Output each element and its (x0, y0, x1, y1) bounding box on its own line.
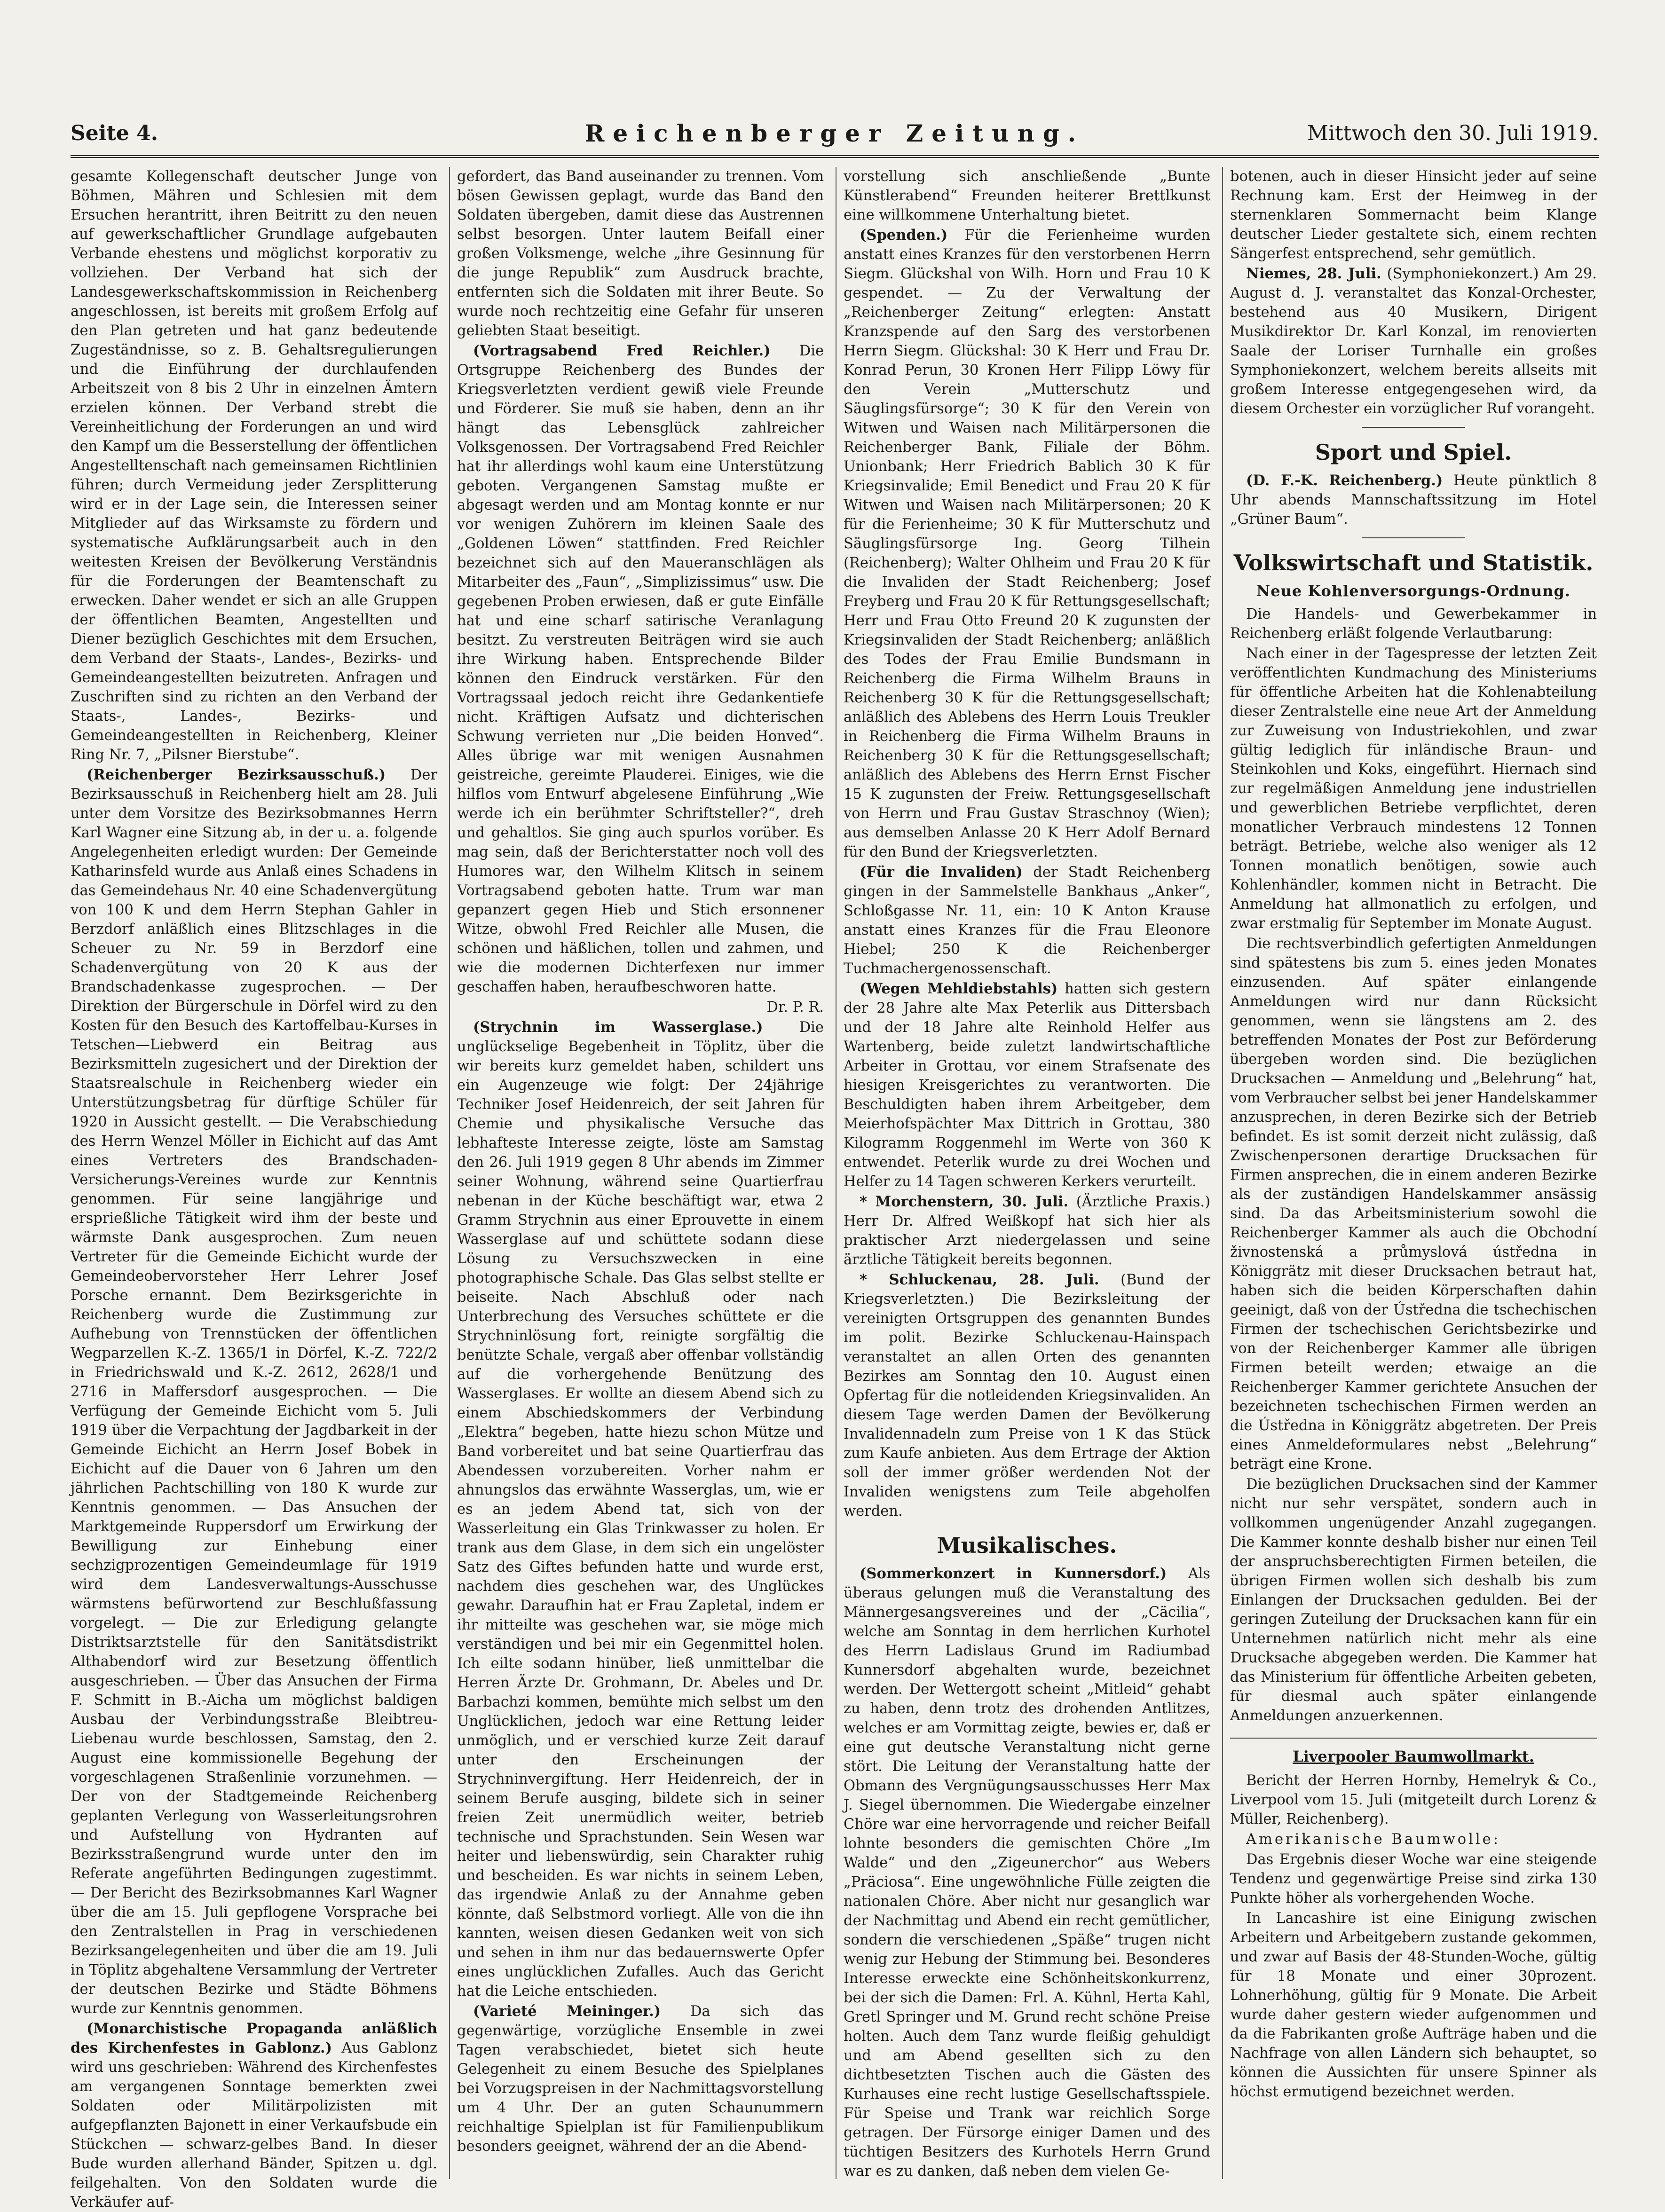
article-subheading: Neue Kohlenversorgungs-Ordnung. (1256, 582, 1570, 600)
masthead (71, 113, 1599, 158)
article-heading: (Für die Invaliden) (860, 864, 1023, 881)
article-paragraph (457, 2002, 824, 2156)
article-body: Die Ortsgruppe Reichenberg des Bundes der Kriegsverletzten verdient gewiß viele Freunde und Förderer. Sie muß sie haben, denn an ihr hängt das Lebensglück zahlreicher Volksgenossen. Der Vortragsabend Fred Reichler hat ihr allerdings wohl kaum eine Unterstützung geboten. Vergangenen Samstag mußte er abgesagt werden und am Montag konnte er nur vor wenigen Zuhörern im kleinen Saale des „Goldenen Löwen“ stattfinden. Fred Reichler bezeichnet sich auf den Maueranschlägen als Mitarbeiter des „Faun“, „Simplizissimus“ usw. Die gegebenen Proben erwiesen, daß er gute Einfälle hat und eine scharf satirische Veranlagung besitzt. Zu verstreuten Beiträgen wird sie auch ihre Wirkung haben. Entsprechende Bilder können den Eindruck verstärken. Für den Vortragssaal jedoch reicht ihre Gedankentiefe nicht. Kräftigen Aufsatz und dichterischen Schwung verrieten nur „Die beiden Honved“. Alles übrige war mit wenigen Ausnahmen geistreiche, gereimte Plauderei. Einiges, wie die hilflos vom Entwurf abgelesene Einführung „Wie werde ich ein berühmter Schriftsteller?“, dreh und gehaltlos. Sie ging auch spurlos vorüber. Es mag sein, daß der Berichterstatter noch voll des Humores war, den Wilhelm Klitsch in seinem Vortragsabend geboten hatte. Trum war man gepanzert gegen Hieb und Stich ersonnener Witze, obwohl Fred Reichler alle Musen, die schönen und häßlichen, tollen und zahmen, und wie die modernen Dichterfexen nur immer geschaffen haben, heraufbeschworen hatte. (457, 343, 824, 995)
article-body: (Ärztliche Praxis.) Herr Dr. Alfred Weißkopf hat sich hier als praktischer Arzt niedergelassen und seine ärztliche Tätigkeit bereits begonnen. (844, 1194, 1210, 1268)
article-columns (71, 167, 1599, 2211)
article-paragraph: Das Ergebnis dieser Woche war eine steigende Tendenz und gegenwärtige Preise sind zirka 130 Punkte höher als vorhergehenden Woche. (1230, 1851, 1597, 1906)
article-paragraph (1230, 264, 1597, 418)
article-paragraph (844, 979, 1210, 1191)
article-body: Aus Gablonz wird uns geschrieben: Während des Kirchenfestes am vergangenen Sonntage bemerkten zwei Soldaten oder Militärpolizisten mit aufgepflanzten Bajonett in einer Verkaufsbude ein Stückchen — schwarz-gelbes Band. In dieser Bude wurden allerhand Bänder, Spitzen u. dgl. feilgehalten. Von den Soldaten wurde die Verkäufer auf- (71, 2040, 437, 2211)
article-paragraph (844, 226, 1210, 862)
article-paragraph (457, 1018, 824, 2001)
column-1 (71, 167, 437, 2211)
article-paragraph (844, 1192, 1210, 1269)
article-paragraph: botenen, auch in dieser Hinsicht jeder auf seine Rechnung kam. Erst der Heimweg in der sternenklaren Sommernacht beim Klange deutscher Lieder gestaltete sich, einem rechten Sängerfest entsprechend, sehr gemütlich. (1230, 168, 1597, 262)
article-paragraph (457, 341, 824, 997)
column-rule (449, 167, 450, 2179)
article-paragraph (71, 765, 437, 2018)
article-paragraph: Die rechtsverbindlich gefertigten Anmeldungen sind spätestens bis zum 5. eines jeden Monates einzusenden. Auf später einlangende Anmeldungen wird nur dann Rücksicht genommen, wenn sie längstens am 2. des betreffenden Monates der Post zur Beförderung übergeben worden sind. Die bezüglichen Drucksachen — Anmeldung und „Belehrung“ hat, vom Verbraucher selbst bei jener Handelskammer anzusprechen, in deren Bezirke sich der Betrieb befindet. Es ist somit derzeit nicht zulässig, daß Zwischenpersonen derartige Drucksachen für Firmen ansprechen, die in einem anderen Bezirke als der zuständigen Handelskammer ansässig sind. Da das Arbeitsministerium sowohl die Reichenberger Kammer als auch die Obchodní živnostenská a průmyslová ústředna in Königgrätz mit dieser Drucksachen betraut hat, haben sich die beiden Körperschaften dahin geeinigt, daß von der Ústředna die tschechischen Firmen der tschechischen Gerichtsbezirke und von der Reichenberger Kammer alle übrigen Firmen beteilt werden; etwaige an die Reichenberger Kammer gerichtete Ansuchen der bezeichneten tschechischen Firmen werden an die Ústředna in Königgrätz abgetreten. Der Preis eines Anmeldeformulares nebst „Belehrung“ beträgt eine Krone. (1230, 936, 1597, 1472)
article-paragraph (844, 863, 1210, 978)
article-body: Als überaus gelungen muß die Veranstaltung des Männergesangsvereines und der „Cäcilia“, welche am Sonntag in dem herrlichen Kurhotel des Herrn Ladislaus Grund im Radiumbad Kunnersdorf abgehalten wurde, bezeichnet werden. Der Wettergott scheint „Mitleid“ gehabt zu haben, denn trotz des drohenden Antlitzes, welches er am Vormittag zeigte, bewies er, daß er eine gut deutsche Veranstaltung nicht gerne stört. Die Leitung der Veranstaltung hatte der Obmann des Vergnügungsausschusses Herr Max J. Siegel übernommen. Die Wiedergabe einzelner Chöre war eine hervorragende und reicher Beifall lohnte besonders die gemischten Chöre „Im Walde“ und den „Zigeunerchor“ aus Webers „Präciosa“. Eine ungewöhnliche Fülle zeigten die nationalen Chöre. Aber nicht nur gesanglich war der Nachmittag und Abend ein recht gemütlicher, sondern die verschiedenen „Späße“ trugen nicht wenig zur Hebung der Stimmung bei. Besonderes Interesse erweckte eine Schönheitskonkurrenz, bei der sich die Damen: Frl. A. Kühnl, Herta Kahl, Gretl Springer und M. Grund recht schöne Preise holten. Auch dem Tanz wurde fleißig gehuldigt und am Abend gesellten sich zu den dichtbesetzten Tischen auch die Gästen des Kurhauses eine recht lustige Gesellschaftsspiele. Für Speise und Trank war reichlich Sorge getragen. Der Fürsorge einiger Damen und des tüchtigen Besitzers des Kurhotels Herrn Grund war es zu danken, daß neben dem vielen Ge- (844, 1566, 1210, 2180)
section-divider (1230, 1738, 1597, 1739)
column-rule (1222, 167, 1223, 2179)
article-body: hatten sich gestern der 28 Jahre alte Max Peterlik aus Dittersbach und der 18 Jahre alte Reinhold Helfer aus Wartenberg, beide zuletzt landwirtschaftliche Arbeiter in Grottau, vor einem Strafsenate des hiesigen Kreisgerichtes zu verantworten. Die Beschuldigten haben ihrem Arbeitgeber, dem Meierhofspächter Max Dittrich in Grottau, 380 Kilogramm Roggenmehl im Werte von 360 K entwendet. Peterlik wurde zu drei Wochen und Helfer zu 14 Tagen schweren Kerkers verurteilt. (844, 981, 1210, 1190)
newspaper-page (71, 113, 1599, 2211)
article-paragraph: Die Handels- und Gewerbekammer in Reichenberg erläßt folgende Verlautbarung: (1230, 606, 1597, 642)
article-heading: (Strychnin im Wasserglase.) (473, 1019, 763, 1036)
article-heading: (Reichenberger Bezirksausschuß.) (87, 766, 386, 783)
article-heading: (Monarchistische Propaganda anläßlich des Kirchenfestes in Gablonz.) (71, 2020, 437, 2056)
article-paragraph: Die bezüglichen Drucksachen sind der Kammer nicht nur sehr verspätet, sondern auch in vollkommen ungenügender Anzahl zugegangen. Die Kammer konnte deshalb bisher nur einen Teil der anspruchsberechtigten Firmen beteilen, die übrigen Firmen wollen sich deshalb bis zum Einlangen der Drucksachen gedulden. Bei der geringen Zuteilung der Drucksachen kann für ein Unternehmen natürlich nicht mehr als eine Drucksache abgegeben werden. Die Kammer hat das Ministerium für öffentliche Arbeiten gebeten, für diesmal auch später einlangende Anmeldungen anzuerkennen. (1230, 1476, 1597, 1724)
article-heading: (D. F.-K. Reichenberg.) (1246, 472, 1443, 489)
section-title-economy: Volkswirtschaft und Statistik. (1233, 550, 1594, 575)
section-divider (1362, 537, 1465, 538)
article-paragraph: gesamte Kollegenschaft deutscher Junge von Böhmen, Mähren und Schlesien mit dem Ersuchen herantritt, ihren Beitritt zu den neuen auf gewerkschaftlicher Grundlage aufgebauten Verbande ehestens und möglichst korporativ zu vollziehen. Der Verband hat sich der Landesgewerkschaftskommission in Reichenberg angeschlossen, ist bereits mit großem Erfolg auf den Plan getreten und hat ganz bedeutende Zugeständnisse, so z. B. Gehaltsregulierungen und die Einführung der durchlaufenden Arbeitszeit von 8 bis 2 Uhr in einzelnen Ämtern erzielen können. Der Verband strebt die Vereinheitlichung der Forderungen an und wird den Kampf um die Besserstellung der öffentlichen Angestelltenschaft nach gemeinsamen Richtlinien führen; durch Vermeidung jeder Zersplitterung wird er in der Lage sein, die Interessen seiner Mitglieder auf das Wirksamste zu fördern und systematische Aufklärungsarbeit auch in den weitesten Kreisen der Bevölkerung Verständnis für die Forderungen der Beamtenschaft zu erwecken. Daher wendet er sich an alle Gruppen der öffentlichen Beamten, Angestellten und Diener bezüglich Geschichtes mit dem Ersuchen, dem Verband der Staats-, Landes-, Bezirks- und Gemeindeangestellten beizutreten. Anfragen und Zuschriften sind zu richten an den Verband der Staats-, Landes-, Bezirks- und Gemeindeangestellten in Reichenberg, Kleiner Ring Nr. 7, „Pilsner Bierstube“. (71, 168, 437, 763)
article-heading: Niemes, 28. Juli. (1246, 265, 1381, 282)
article-heading: * Morchenstern, 30. Juli. (860, 1193, 1069, 1210)
article-body: Da sich das gegenwärtige, vorzügliche Ensemble in zwei Tagen verabschiedet, bietet sich heute Gelegenheit zu einem Besuche des Spielplanes bei Vorzugspreisen in der Nachmittagsvorstellung um 4 Uhr. Der an guten Schaunummern reichhaltige Spielplan ist für Familienpublikum besonders geeignet, während der an die Abend- (457, 2003, 824, 2155)
article-heading: * Schluckenau, 28. Juli. (860, 1271, 1099, 1288)
article-subheading: Liverpooler Baumwollmarkt. (1293, 1748, 1534, 1765)
column-2 (457, 167, 824, 2179)
article-body: der Stadt Reichenberg gingen in der Sammelstelle Bankhaus „Anker“, Schloßgasse Nr. 11, ein: 10 K Anton Krause anstatt eines Kranzes für die Frau Eleonore Hiebel; 250 K die Reichenberger Tuchmachergenossenschaft. (844, 864, 1210, 977)
section-title-sport: Sport und Spiel. (1315, 440, 1512, 465)
article-paragraph (844, 1564, 1210, 2181)
issue-date: Mittwoch den 30. Juli 1919. (1307, 121, 1599, 145)
article-body: Die unglückselige Begebenheit in Töplitz, über die wir bereits kurz gemeldet haben, schildert uns ein Augenzeuge wie folgt: Der 24jährige Techniker Josef Heidenreich, der seit Jahren für Chemie und physikalische Versuche das lebhafteste Interesse zeigte, löste am Samstag den 26. Juli 1919 gegen 8 Uhr abends im Zimmer seiner Wohnung, während seine Quartierfrau nebenan in der Küche beschäftigt war, etwa 2 Gramm Strychnin aus einer Eprouvette in einem Wasserglase auf und schüttete sodann diese Lösung zu Versuchszwecken in eine photographische Schale. Das Glas selbst stellte er beiseite. Nach Abschluß oder nach Unterbrechung des Versuches schüttete er die Strychninlösung fort, reinigte sorgfältig die benützte Schale, vergaß aber offenbar vollständig auf die vorhergehende Benützung des Wasserglases. Er wollte an diesem Abend sich zu einem Abschiedskommers der Verbindung „Elektra“ begeben, hatte hiezu schon Mütze und Band vorbereitet und bat seine Quartierfrau das Abendessen vorzubereiten. Vorher nahm er ahnungslos das erwähnte Wasserglas, um, wie er es an jedem Abend tat, sich von der Wasserleitung ein Glas Trinkwasser zu holen. Er trank aus dem Glase, in dem sich ein ungelöster Satz des Giftes befunden hatte und wurde erst, nachdem dies geschehen war, des Unglückes gewahr. Daraufhin hat er Frau Zapletal, indem er ihr mitteilte was geschehen war, sie möge mich verständigen und bei mir ein Gegenmittel holen. Ich eilte sodann hinüber, ließ unmittelbar die Herren Ärzte Dr. Grohmann, Dr. Abeles und Dr. Barbachzi kommen, bemühte mich selbst um den Unglücklichen, jedoch war eine Rettung leider unmöglich, und er verschied kurze Zeit darauf unter den Erscheinungen der Strychninvergiftung. Herr Heidenreich, der in seinem Berufe ausging, bildete sich in seiner freien Zeit unermüdlich weiter, betrieb technische und Sprachstunden. Sein Wesen war heiter und liebenswürdig, sein Charakter ruhig und bescheiden. Es war nichts in seinem Leben, das irgendwie Anlaß zu der Annahme geben könnte, daß Selbstmord vorliegt. Alle von die ihn kannten, weisen diesen Gedanken weit von sich und sehen in ihm nur das bedauernswerte Opfer eines unglücklichen Zufalles. Auch das Gericht hat die Leiche entschieden. (457, 1019, 824, 1999)
article-paragraph: vorstellung sich anschließende „Bunte Künstlerabend“ Freunden heiterer Brettlkunst eine willkommene Unterhaltung bietet. (844, 168, 1210, 223)
article-paragraph (844, 1270, 1210, 1521)
article-heading: (Sommerkonzert in Kunnersdorf.) (860, 1565, 1167, 1582)
article-paragraph: Bericht der Herren Hornby, Hemelryk & Co., Liverpool vom 15. Juli (mitgeteilt durch Lorenz & Müller, Reichenberg). (1230, 1772, 1597, 1827)
article-paragraph (71, 2019, 437, 2212)
page-number: Seite 4. (71, 121, 158, 145)
newspaper-title: Reichenberger Zeitung. (584, 119, 1085, 147)
section-divider (1362, 427, 1465, 428)
article-body: Heute pünktlich 8 Uhr abends Mannschaftssitzung im Hotel „Grüner Baum“. (1230, 472, 1597, 527)
article-signature: Dr. P. R. (766, 999, 824, 1015)
article-paragraph: Nach einer in der Tagespresse der letzten Zeit veröffentlichten Kundmachung des Ministeriums für öffentliche Arbeiten hat die Kohlenabteilung dieser Zentralstelle eine neue Art der Anmeldung zur Zuweisung von Industriekohlen, und zwar gültig lediglich für inländische Braun- und Steinkohlen und Koks, eingeführt. Hiernach sind zur regelmäßigen Anmeldung jene industriellen und gewerblichen Betriebe verpflichtet, deren monatlicher Verbrauch mindestens 12 Tonnen beträgt. Betriebe, welche also weniger als 12 Tonnen monatlich benötigen, sowie auch Kohlenhändler, kommen nicht in Betracht. Die Anmeldung hat allmonatlich zu erfolgen, und zwar erstmalig für September im Monate August. (1230, 645, 1597, 932)
article-heading: (Wegen Mehldiebstahls) (860, 980, 1058, 997)
article-body: (Symphoniekonzert.) Am 29. August d. J. veranstaltet das Konzal-Orchester, bestehend aus 40 Musikern, Dirigent Musikdirektor Dr. Karl Konzal, im renovierten Saale der Loriser Turnhalle ein großes Symphoniekonzert, welchem bereits allseits mit großem Interesse entgegengesehen wird, da diesem Orchester ein vorzüglicher Ruf vorangeht. (1230, 266, 1597, 417)
article-body: Für die Ferienheime wurden anstatt eines Kranzes für den verstorbenen Herrn Siegm. Glückshal von Wilh. Horn und Frau 10 K gespendet. — Zu der Verwaltung der „Reichenberger Zeitung“ erlegten: Anstatt Kranzspende auf den Sarg des verstorbenen Herrn Siegm. Glückshal: 30 K Herr und Frau Dr. Konrad Perun, 30 Kronen Herr Filipp Löwy für den Verein „Mutterschutz und Säuglingsfürsorge“; 30 K für den Verein von Witwen und Waisen nach Militärpersonen die Reichenberger Bank, Filiale der Böhm. Unionbank; Herr Friedrich Bablich 30 K für Kriegsinvalide; Emil Benedict und Frau 20 K für Witwen und Waisen nach Militärpersonen; 20 K für die Ferienheime; 30 K für Mutterschutz und Säuglingsfürsorge Ing. Georg Tilhein (Reichenberg); Walter Ohlheim und Frau 20 K für die Invaliden der Stadt Reichenberg; Josef Freyberg und Frau 20 K für Rettungsgesellschaft; Herr und Frau Otto Freund 20 K zugunsten der Kriegsinvaliden der Stadt Reichenberg; anläßlich des Todes der Frau Emilie Bundsmann in Reichenberg die Firma Wilhelm Brauns in Reichenberg 30 K für die Rettungsgesellschaft; anläßlich des Ablebens des Herrn Louis Treukler in Reichenberg die Firma Wilhelm Brauns in Reichenberg 30 K für die Rettungsgesellschaft; anläßlich des Ablebens des Herrn Ernst Fischer 15 K zugunsten der Freiw. Rettungsgesellschaft von Herrn und Frau Gustav Straschnoy (Wien); aus demselben Anlasse 20 K Herr Adolf Bernard für den Bund der Kriegsverletzten. (844, 227, 1210, 860)
article-heading: (Varieté Meininger.) (473, 2003, 661, 2020)
article-paragraph (1230, 471, 1597, 529)
article-paragraph: gefordert, das Band auseinander zu trennen. Vom bösen Gewissen geplagt, wurde das Band den Soldaten übergeben, damit diese das Austrennen selbst besorgen. Unter lautem Beifall einer großen Volksmenge, welche „ihre Gesinnung für die junge Republik“ zum Ausdruck brachte, entfernten sich die Soldaten mit ihrer Beute. So wurde noch rechtzeitig eine Gefahr für unseren geliebten Staat beseitigt. (457, 168, 824, 339)
section-title-music: Musikalisches. (937, 1533, 1117, 1558)
article-heading: (Vortragsabend Fred Reichler.) (473, 342, 771, 359)
column-4 (1230, 167, 1597, 2179)
column-3 (844, 167, 1210, 2179)
article-paragraph: In Lancashire ist eine Einigung zwischen Arbeitern und Arbeitgebern zustande gekommen, und zwar auf Basis der 48-Stunden-Woche, gültig für 18 Monate und einer 30prozent. Lohnerhöhung, gültig für 9 Monate. Die Arbeit wurde daher gestern wieder aufgenommen und da die Fabrikanten große Aufträge haben und die Nachfrage von allen Ländern sich behauptet, so können die Aussichten für unsere Spinner als höchst ermutigend bezeichnet werden. (1230, 1910, 1597, 2100)
article-body: Der Bezirksausschuß in Reichenberg hielt am 28. Juli unter dem Vorsitze des Bezirksobmannes Herrn Karl Wagner eine Sitzung ab, in der u. a. folgende Angelegenheiten erledigt wurden: Der Gemeinde Katharinsfeld wurde aus Anlaß eines Schadens in das Gemeindehaus Nr. 40 eine Schadenvergütung von 100 K und dem Herrn Stephan Gahler in Berzdorf anläßlich eines Blitzschlages in die Scheuer zu Nr. 59 in Berzdorf eine Schadenvergütung von 20 K aus der Brandschadenkasse zugesprochen. — Der Direktion der Bürgerschule in Dörfel wird zu den Kosten für den Besuch des Kartoffelbau-Kurses in Tetschen—Liebwerd ein Beitrag aus Bezirksmitteln zugesichert und der Direktion der Staatsrealschule in Reichenberg wieder ein Unterstützungsbetrag für dürftige Schüler für 1920 in Aussicht gestellt. — Die Verabschiedung des Herrn Wenzel Möller in Eichicht auf das Amt eines Vertreters des Brandschaden-Versicherungs-Vereines wurde zur Kenntnis genommen. Für seine langjährige und ersprießliche Tätigkeit wird ihm der beste und wärmste Dank ausgesprochen. Zum neuen Vertreter für die Gemeinde Eichicht wurde der Gemeindeobervorsteher Herr Lehrer Josef Porsche ernannt. Dem Bezirksgerichte in Reichenberg wurde die Zustimmung zur Aufhebung von Trennstücken der öffentlichen Wegparzellen K.-Z. 1365/1 in Dörfel, K.-Z. 722/2 in Friedrichswald und K.-Z. 2612, 2628/1 und 2716 in Maffersdorf ausgesprochen. — Die Verfügung der Gemeinde Eichicht vom 5. Juli 1919 über die Verpachtung der Jagdbarkeit in der Gemeinde Eichicht an Herrn Josef Bobek in Eichicht auf die Dauer von 6 Jahren um den jährlichen Pachtschilling von 180 K wurde zur Kenntnis genommen. — Das Ansuchen der Marktgemeinde Ruppersdorf um Erwirkung der Bewilligung zur Einhebung einer sechzigprozentigen Gemeindeumlage für 1919 wird dem Landesverwaltungs-Ausschusse wärmstens befürwortend zur Beschlußfassung vorgelegt. — Die zur Erledigung gelangte Distriktsarztstelle für den Sanitätsdistrikt Althabendorf wird zur Besetzung öffentlich ausgeschrieben. — Über das Ansuchen der Firma F. Schmitt in B.-Aicha um möglichst baldigen Ausbau der Verbindungsstraße Bleibtreu-Liebenau wurde beschlossen, Samstag, den 2. August eine kommissionelle Begehung der vorgeschlagenen Straßenlinie vorzunehmen. — Der von der Stadtgemeinde Reichenberg geplanten Verlegung von Wasserleitungsrohren und Aufstellung von Hydranten auf Bezirksstraßengrund wurde unter den im Referate angeführten Bedingungen zugestimmt. — Der Bericht des Bezirksobmannes Karl Wagner über die am 15. Juli gepflogene Vorsprache bei den Zentralstellen in Prag in verschiedenen Bezirksangelegenheiten und über die am 19. Juli in Töplitz abgehaltene Versammlung der Vertreter der deutschen Bezirke und Städte Böhmens wurde zur Kenntnis genommen. (71, 767, 437, 2017)
article-heading: (Spenden.) (860, 227, 948, 244)
article-body: (Bund der Kriegsverletzten.) Die Bezirksleitung der vereinigten Ortsgruppen des genannten Bundes im polit. Bezirke Schluckenau-Hainspach veranstaltet an allen Orten des genannten Bezirkes am Sonntag den 10. August einen Opfertag für die notleidenden Kriegsinvaliden. An diesem Tage werden Damen der Bevölkerung Invalidennadeln zum Preise von 1 K das Stück zum Kaufe anbieten. Aus dem Ertrage der Aktion soll der immer größer werdenden Not der Invaliden wenigstens zum Teile abgeholfen werden. (844, 1272, 1211, 1519)
article-subheading: Amerikanische Baumwolle: (1246, 1831, 1500, 1848)
